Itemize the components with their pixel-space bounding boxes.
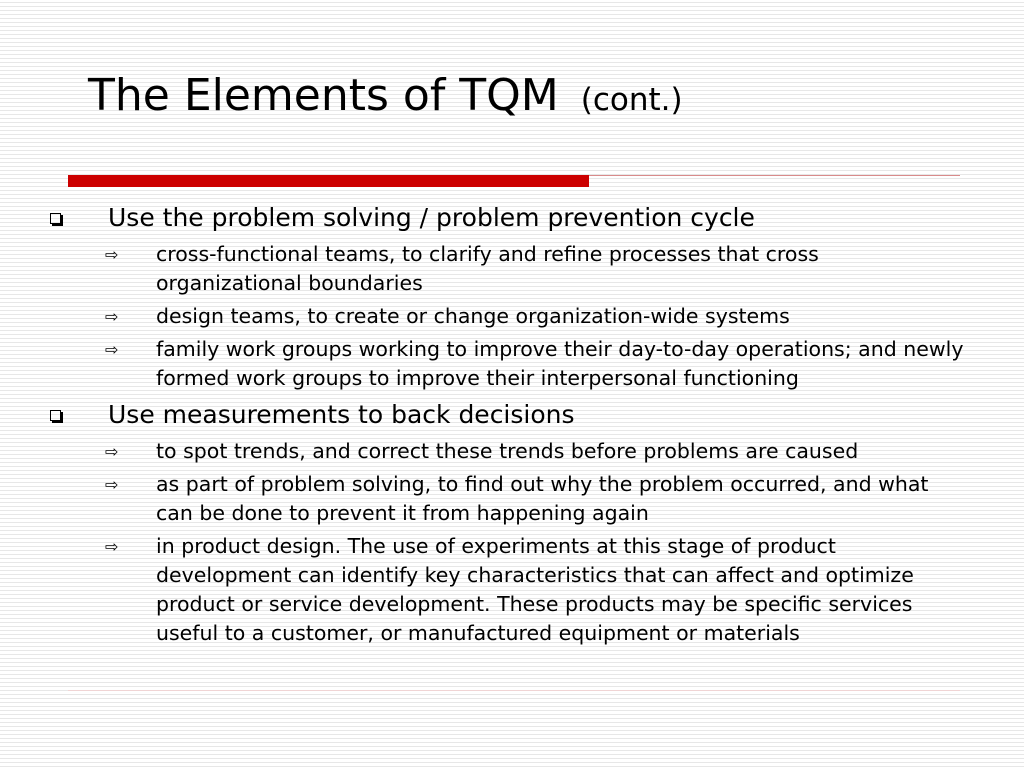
slide-title-suffix: (cont.) — [580, 82, 683, 118]
bullet-item — [0, 397, 1024, 433]
sub-bullet-text: design teams, to create or change organization-wide systems — [156, 304, 790, 328]
sub-bullet-item — [0, 240, 1024, 298]
sub-bullet-text: to spot trends, and correct these trends before problems are caused — [156, 439, 859, 463]
bottom-rule — [68, 690, 960, 691]
white-right-arrow-icon: ⇨ — [105, 340, 119, 359]
sub-bullet-list — [0, 240, 1024, 393]
square-bullet-icon — [50, 410, 61, 421]
white-right-arrow-icon: ⇨ — [105, 537, 119, 556]
sub-bullet-text: in product design. The use of experiments at this stage of product development can identify key characteristics that can affect and optimize product or service development. These products may be specific services useful to a customer, or manufactured equipment or materials — [156, 534, 914, 645]
bullet-text: Use measurements to back decisions — [108, 400, 575, 429]
title-accent-line — [589, 175, 960, 176]
title-accent-bar — [68, 175, 589, 187]
sub-bullet-list — [0, 437, 1024, 648]
bullet-item — [0, 200, 1024, 236]
sub-bullet-item — [0, 532, 1024, 648]
square-bullet-icon — [50, 213, 61, 224]
slide-title — [88, 66, 683, 130]
sub-bullet-item — [0, 437, 1024, 466]
white-right-arrow-icon: ⇨ — [105, 245, 119, 264]
sub-bullet-text: family work groups working to improve their day-to-day operations; and newly formed work groups to improve their interpersonal functioning — [156, 337, 964, 390]
white-right-arrow-icon: ⇨ — [105, 442, 119, 461]
white-right-arrow-icon: ⇨ — [105, 307, 119, 326]
white-right-arrow-icon: ⇨ — [105, 475, 119, 494]
slide-title-main: The Elements of TQM — [88, 70, 559, 121]
sub-bullet-text: cross-functional teams, to clarify and refine processes that cross organizational boundaries — [156, 242, 819, 295]
sub-bullet-item — [0, 335, 1024, 393]
sub-bullet-item — [0, 470, 1024, 528]
bullet-text: Use the problem solving / problem prevention cycle — [108, 203, 755, 232]
slide-body — [0, 196, 1024, 648]
sub-bullet-text: as part of problem solving, to find out why the problem occurred, and what can be done to prevent it from happening again — [156, 472, 929, 525]
sub-bullet-item — [0, 302, 1024, 331]
